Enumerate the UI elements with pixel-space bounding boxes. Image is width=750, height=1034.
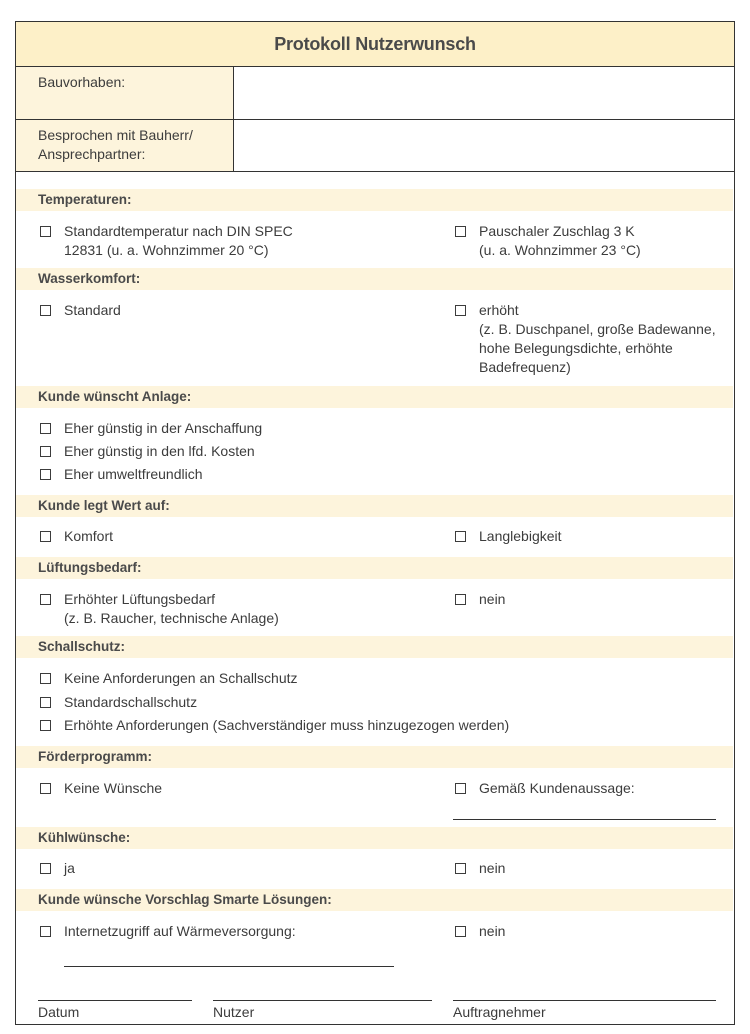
option-label: Pauschaler Zuschlag 3 K (u. a. Wohnzimmer 23 °C) <box>479 223 641 258</box>
checkbox-icon[interactable] <box>40 594 51 605</box>
option-label: Gemäß Kundenaussage: <box>479 780 635 796</box>
option-label: Internetzugriff auf Wärmeversorgung: <box>64 923 296 939</box>
option-label: Keine Anforderungen an Schallschutz <box>64 670 298 686</box>
option-label: Langlebigkeit <box>479 528 562 544</box>
besprochen-row <box>16 120 734 172</box>
option-label: nein <box>479 923 506 939</box>
bauvorhaben-label: Bauvorhaben: <box>16 67 234 119</box>
checkbox-icon[interactable] <box>40 423 51 434</box>
besprochen-label-line2: Ansprechpartner: <box>38 146 146 162</box>
nutzer-signature-line[interactable] <box>213 1000 432 1001</box>
checkbox-icon[interactable] <box>40 446 51 457</box>
option-label: Komfort <box>64 528 114 544</box>
section-temperaturen-heading: Temperaturen: <box>16 189 733 211</box>
bauvorhaben-field[interactable] <box>234 67 734 119</box>
option-label: Erhöhte Anforderungen (Sachverständiger muss hinzugezogen werden) <box>64 717 510 733</box>
section-foerder-heading: Förderprogramm: <box>16 746 733 768</box>
form-frame <box>15 21 735 1025</box>
option-label: Standardtemperatur nach DIN SPEC 12831 (u. a. Wohnzimmer 20 °C) <box>64 223 293 258</box>
section-wasserkomfort-heading: Wasserkomfort: <box>16 268 733 290</box>
checkbox-icon[interactable] <box>455 926 466 937</box>
section-kuehl-heading: Kühlwünsche: <box>16 827 733 849</box>
datum-signature-line[interactable] <box>38 1000 192 1001</box>
checkbox-icon[interactable] <box>40 783 51 794</box>
option-label: erhöht (z. B. Duschpanel, große Badewanne, hohe Belegungsdichte, erhöhte Badefrequenz) <box>479 302 716 375</box>
checkbox-icon[interactable] <box>455 531 466 542</box>
besprochen-label <box>16 120 234 171</box>
checkbox-icon[interactable] <box>455 226 466 237</box>
checkbox-icon[interactable] <box>40 697 51 708</box>
checkbox-icon[interactable] <box>40 469 51 480</box>
checkbox-icon[interactable] <box>40 863 51 874</box>
bauvorhaben-row <box>16 67 734 120</box>
checkbox-icon[interactable] <box>455 863 466 874</box>
section-smart-heading: Kunde wünsche Vorschlag Smarte Lösungen: <box>16 889 733 911</box>
checkbox-icon[interactable] <box>455 783 466 794</box>
option-label: Standardschallschutz <box>64 694 198 710</box>
section-lueftung-heading: Lüftungsbedarf: <box>16 557 733 579</box>
besprochen-field[interactable] <box>234 120 734 171</box>
option-label: Eher umweltfreundlich <box>64 466 203 482</box>
checkbox-icon[interactable] <box>40 305 51 316</box>
checkbox-icon[interactable] <box>40 226 51 237</box>
option-label: nein <box>479 591 506 607</box>
besprochen-label-line1: Besprochen mit Bauherr/ <box>38 127 193 143</box>
section-schallschutz-heading: Schallschutz: <box>16 636 733 658</box>
internetzugriff-write-line[interactable] <box>64 966 394 967</box>
checkbox-icon[interactable] <box>455 305 466 316</box>
auftragnehmer-label: Auftragnehmer <box>453 1004 546 1020</box>
option-label: Keine Wünsche <box>64 780 163 796</box>
checkbox-icon[interactable] <box>455 594 466 605</box>
option-label: nein <box>479 860 506 876</box>
kundenaussage-write-line[interactable] <box>453 819 716 820</box>
section-wert-heading: Kunde legt Wert auf: <box>16 495 733 517</box>
nutzer-label: Nutzer <box>213 1004 255 1020</box>
checkbox-icon[interactable] <box>40 720 51 731</box>
section-anlage-heading: Kunde wünscht Anlage: <box>16 386 733 408</box>
option-label: Eher günstig in der Anschaffung <box>64 420 263 436</box>
checkbox-icon[interactable] <box>40 926 51 937</box>
option-label: Standard <box>64 302 121 318</box>
datum-label: Datum <box>38 1004 80 1020</box>
option-label: Eher günstig in den lfd. Kosten <box>64 443 255 459</box>
checkbox-icon[interactable] <box>40 531 51 542</box>
option-label: ja <box>64 860 75 876</box>
checkbox-icon[interactable] <box>40 673 51 684</box>
form-title: Protokoll Nutzerwunsch <box>16 22 734 67</box>
auftragnehmer-signature-line[interactable] <box>453 1000 716 1001</box>
option-label: Erhöhter Lüftungsbedarf (z. B. Raucher, technische Anlage) <box>64 591 279 626</box>
